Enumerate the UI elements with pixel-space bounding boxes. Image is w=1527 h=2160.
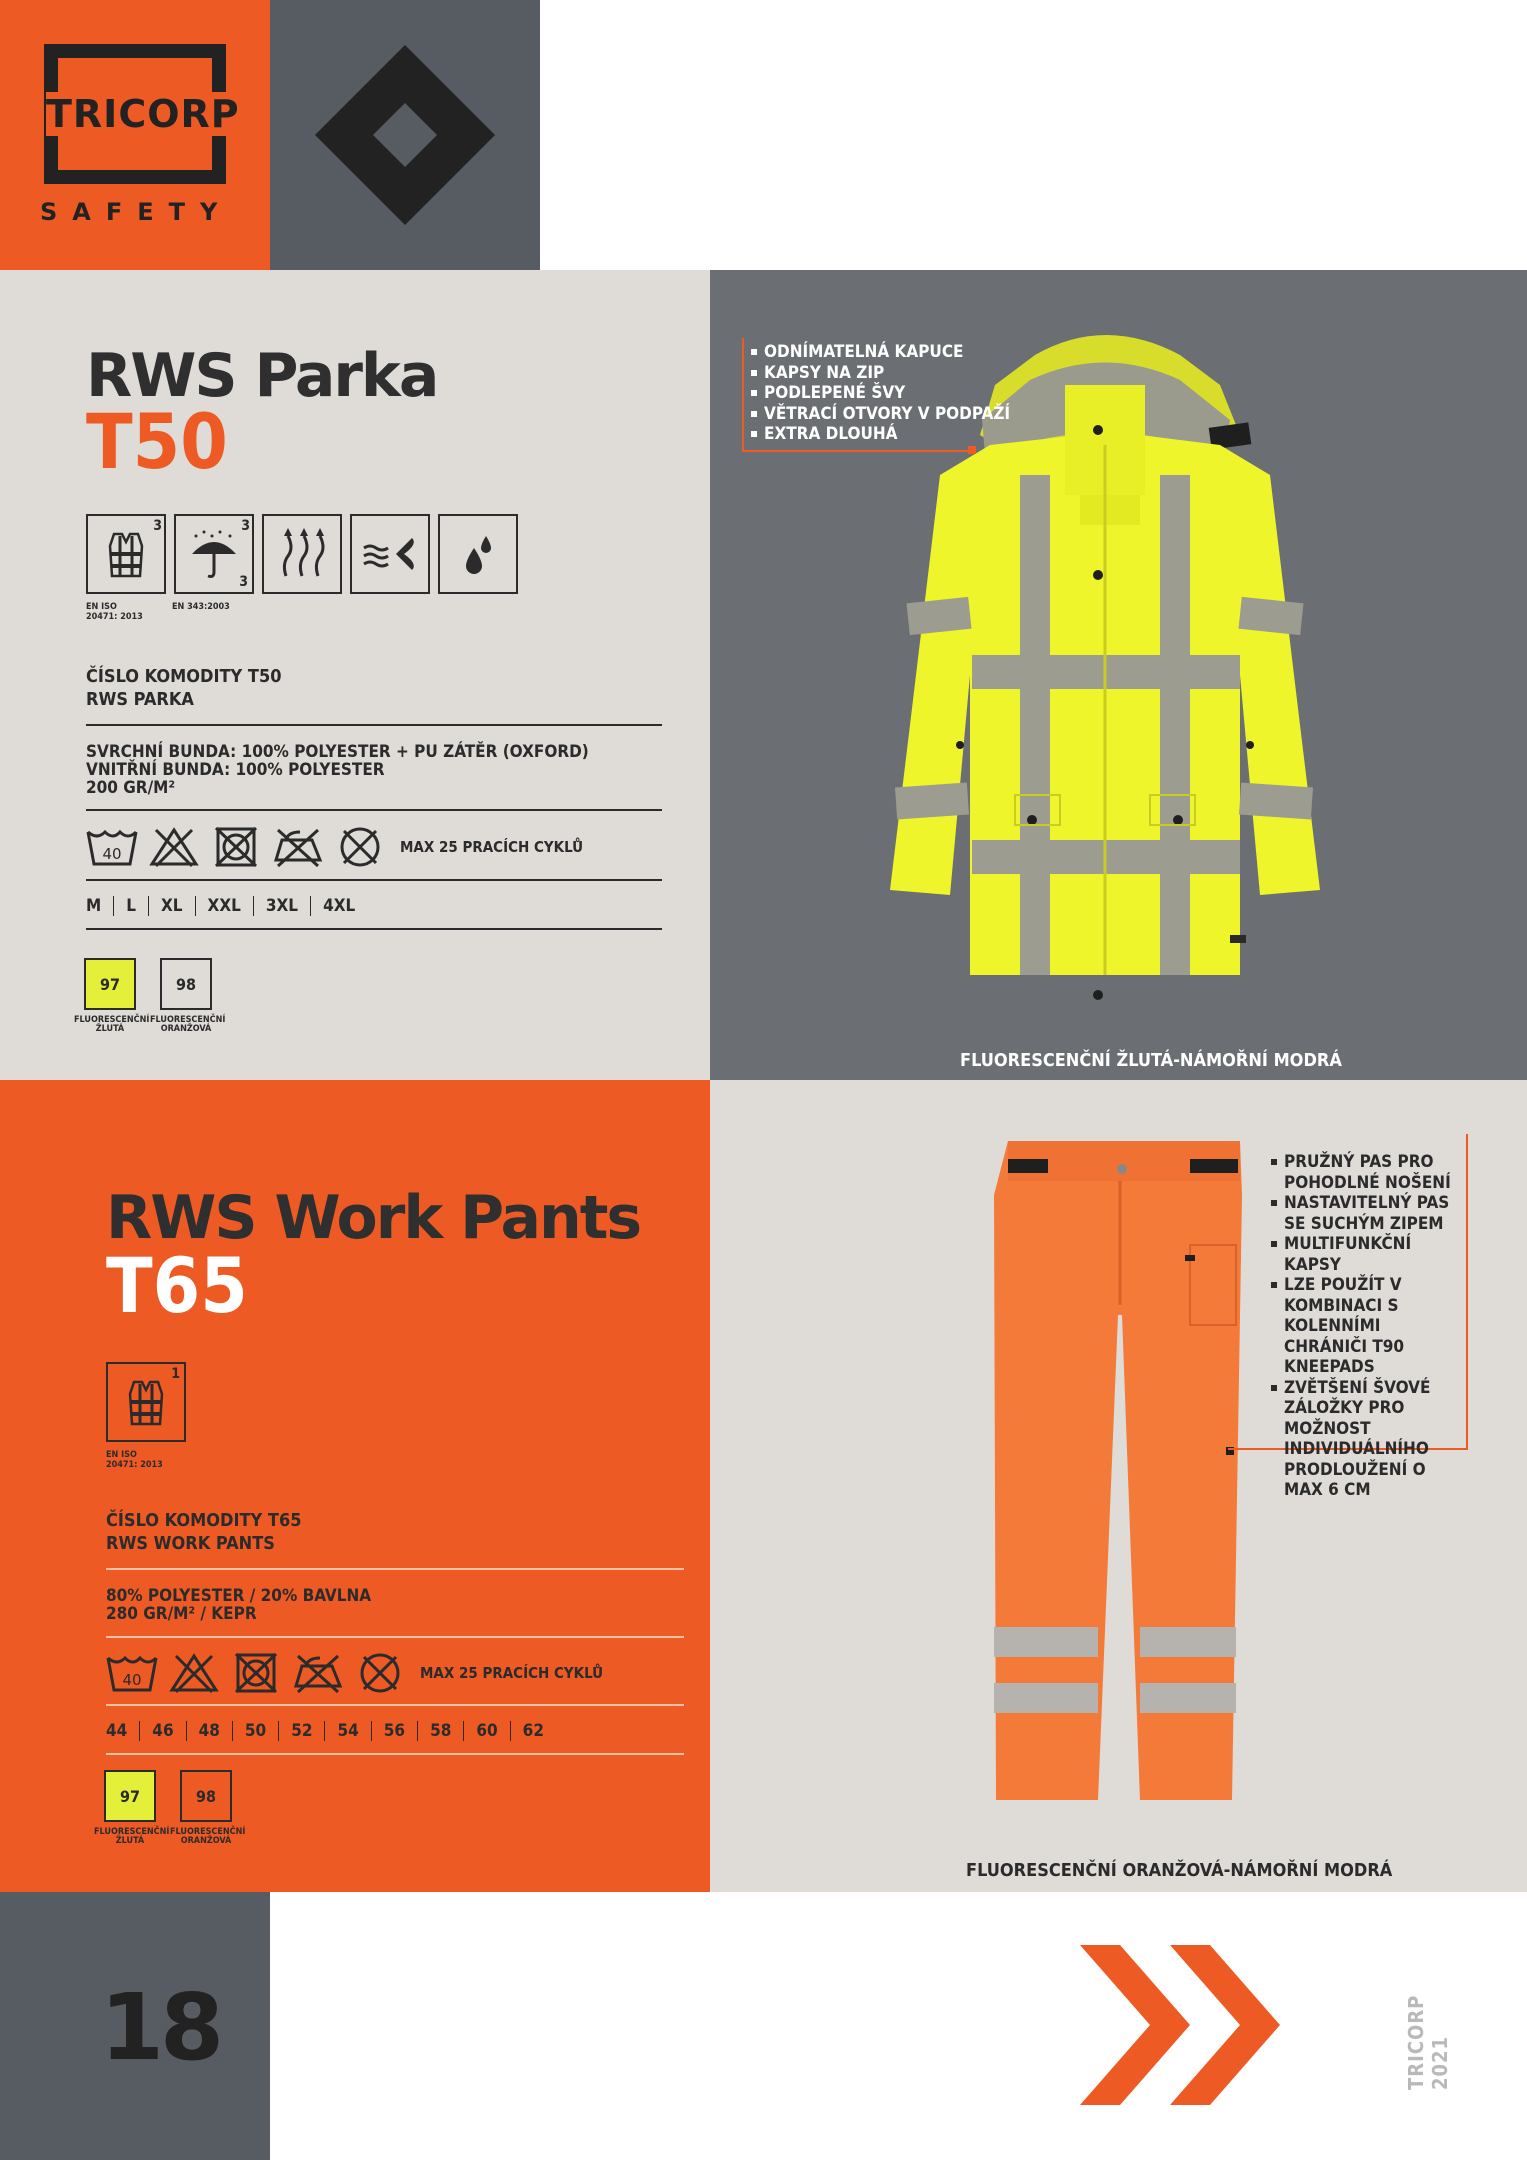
hivis-class: 1 [171,1366,180,1382]
parka-material-2: VNITŘNÍ BUNDA: 100% POLYESTER [86,760,385,780]
wash-40-icon [106,1652,158,1694]
parka-material-3: 200 GR/M² [86,778,176,798]
no-tumble-dry-icon [230,1652,282,1694]
divider [106,1753,684,1755]
divider [86,928,662,930]
parka-feature-list [750,342,1010,445]
size-option: 46 [140,1721,186,1741]
no-iron-icon [272,826,324,868]
pants-care-row [106,1652,603,1694]
brand-tagline: SAFETY [40,198,233,226]
size-option: 60 [464,1721,510,1741]
divider [86,724,662,726]
pants-color-caption: FLUORESCENČNÍ ORANŽOVÁ-NÁMOŘNÍ MODRÁ [966,1860,1393,1881]
parka-standard-2: EN 343:2003 [172,602,230,612]
pants-material-2: 280 GR/M² / KEPR [106,1604,257,1624]
rain-umbrella-icon [174,514,254,594]
parka-wash-note: MAX 25 PRACÍCH CYKLŮ [400,838,584,856]
swatch-label-98: FLUORESCENČNÍ ORANŽOVÁ [150,1015,226,1034]
divider [86,809,662,811]
rain-class-bottom: 3 [239,574,248,590]
divider [106,1636,684,1638]
color-swatch-97: 97 [104,1770,156,1822]
parka-commodity-line-2: RWS PARKA [86,689,194,710]
feature-item: PODLEPENÉ ŠVY [750,383,1010,404]
parka-standard-1: EN ISO 20471: 2013 [86,602,143,622]
pants-code: T65 [106,1241,248,1330]
swatch-label-98: FLUORESCENČNÍ ORANŽOVÁ [170,1827,246,1846]
color-swatch-97: 97 [84,958,136,1010]
size-option: 54 [325,1721,371,1741]
parka-color-caption: FLUORESCENČNÍ ŽLUTÁ-NÁMOŘNÍ MODRÁ [960,1050,1342,1071]
no-bleach-icon [168,1652,220,1694]
pants-size-list [106,1721,556,1741]
parka-care-row [86,826,583,868]
header-diamond-panel [270,0,540,270]
no-dry-clean-icon [334,826,386,868]
divider [106,1568,684,1570]
size-option: 48 [187,1721,233,1741]
size-option: 3XL [254,896,311,916]
rain-class-top: 3 [241,518,250,534]
diamond-icon [270,0,540,270]
feature-item: ZVĚTŠENÍ ŠVOVÉ ZÁLOŽKY PRO MOŽNOST INDIVIDUÁLNÍHO PRODLOUŽENÍ O MAX 6 CM [1270,1378,1460,1501]
hivis-class: 3 [153,518,162,534]
hi-vis-vest-icon [86,514,166,594]
no-bleach-icon [148,826,200,868]
pants-title: RWS Work Pants [106,1183,641,1253]
wash-40-icon [86,826,138,868]
water-drops-icon [438,514,518,594]
color-swatch-98: 98 [160,958,212,1010]
size-option: M [86,896,114,916]
pants-image [990,1135,1250,1800]
brand-name: TRICORP [46,92,240,136]
feature-item: EXTRA DLOUHÁ [750,424,1010,445]
callout-dot [968,446,976,454]
parka-material-1: SVRCHNÍ BUNDA: 100% POLYESTER + PU ZÁTĚR (OXFORD) [86,742,589,762]
double-chevron-right-icon [1080,1945,1290,2105]
wind-icon [350,514,430,594]
pants-commodity-line-1: ČÍSLO KOMODITY T65 [106,1510,302,1531]
parka-commodity-line-1: ČÍSLO KOMODITY T50 [86,666,282,687]
feature-item: VĚTRACÍ OTVORY V PODPAŽÍ [750,404,1010,425]
year-label: TRICORP 2021 [1404,1994,1452,2090]
size-option: 56 [372,1721,418,1741]
size-option: XXL [196,896,254,916]
callout-line [1466,1134,1468,1450]
feature-item: PRUŽNÝ PAS PRO POHODLNÉ NOŠENÍ [1270,1152,1460,1193]
color-swatch-98: 98 [180,1770,232,1822]
pants-commodity-line-2: RWS WORK PANTS [106,1533,275,1554]
parka-code: T50 [86,397,228,486]
divider [106,1704,684,1706]
size-option: 52 [279,1721,325,1741]
no-tumble-dry-icon [210,826,262,868]
size-option: 58 [418,1721,464,1741]
breathable-icon [262,514,342,594]
pants-material-1: 80% POLYESTER / 20% BAVLNA [106,1586,372,1606]
swatch-label-97: FLUORESCENČNÍ ŽLUTÁ [74,1015,150,1034]
parka-title: RWS Parka [86,341,438,411]
feature-item: NASTAVITELNÝ PAS SE SUCHÝM ZIPEM [1270,1193,1460,1234]
callout-line [742,338,744,452]
swatch-label-97: FLUORESCENČNÍ ŽLUTÁ [94,1827,170,1846]
callout-line [742,450,972,452]
feature-item: LZE POUŽÍT V KOMBINACI S KOLENNÍMI CHRÁNIČI T90 KNEEPADS [1270,1275,1460,1378]
wash-temp: 40 [102,845,122,863]
pants-feature-list [1270,1152,1460,1501]
feature-item: ODNÍMATELNÁ KAPUCE [750,342,1010,363]
size-option: 44 [106,1721,140,1741]
pants-wash-note: MAX 25 PRACÍCH CYKLŮ [420,1664,604,1682]
no-iron-icon [292,1652,344,1694]
pants-standard-1: EN ISO 20471: 2013 [106,1450,163,1470]
no-dry-clean-icon [354,1652,406,1694]
size-option: 4XL [323,896,356,916]
feature-item: KAPSY NA ZIP [750,363,1010,384]
size-option: XL [149,896,196,916]
page-number: 18 [100,1974,221,2081]
size-option: 62 [522,1721,544,1741]
size-option: L [114,896,149,916]
parka-size-list [86,896,367,916]
hi-vis-vest-icon [106,1362,186,1442]
feature-item: MULTIFUNKČNÍ KAPSY [1270,1234,1460,1275]
size-option: 50 [233,1721,279,1741]
divider [86,879,662,881]
parka-icon-row [86,514,518,594]
wash-temp: 40 [122,1671,142,1689]
